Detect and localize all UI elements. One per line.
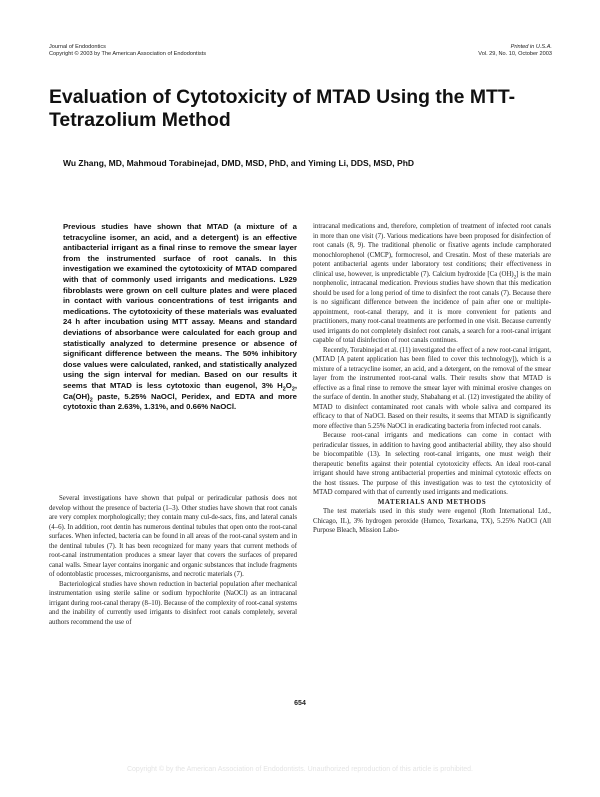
- paragraph: Recently, Torabinejad et al. (11) investigated the effect of a new root-canal irrigant, (MTAD [A patent application has been filed to cover this technology]), which is a mixture of a tetracycline isomer, an acid, and a detergent, on the removal of the smear layer from the instrumented root-canal walls. Their results show that MTAD is effective as a final rinse to remove the smear layer with minimal erosive changes on the surface of dentin. In another study, Shabahang et al. (12) investigated the ability of MTAD to disinfect contaminated root canals with whole saliva and compared its efficacy to that of NaOCl. Based on their results, it seems that MTAD is significantly more effective than 5.25% NaOCl in eradicating bacteria from infected root canals.: [313, 346, 551, 430]
- right-column: [313, 222, 551, 536]
- paragraph: [313, 222, 551, 346]
- abstract-text: paste, 5.25% NaOCl, Peridex, and EDTA and more cytotoxic than 2.63%, 1.31%, and 0.66% NaOCl.: [63, 391, 297, 412]
- subscript: 2: [282, 386, 286, 393]
- left-column: [49, 494, 297, 627]
- printed-in: Printed in U.S.A.: [510, 44, 552, 50]
- paragraph: Bacteriological studies have shown reduction in bacterial population after mechanical instrumentation using sterile saline or sodium hypochlorite (NaOCl) as an intracanal irrigant during root-canal therapy (8–10). Because of the complexity of root-canal systems and the inability of currently used irrigants to disinfect root canals completely, several authors recommend the use of: [49, 580, 297, 626]
- paragraph: The test materials used in this study were eugenol (Roth International Ltd., Chicago, IL), 3% hydrogen peroxide (Humco, Texarkana, TX), 5.25% NaOCl (All Purpose Bleach, Mission Labo-: [313, 508, 551, 534]
- page-number: 654: [294, 700, 306, 707]
- abstract: [63, 222, 297, 413]
- journal-name: Journal of Endodontics: [49, 44, 106, 50]
- paragraph-text: ] is the main nonphenolic, intracanal medication. Previous studies have shown that this medication should be used for a long period of time to disinfect the root canals (7). Because there is no significant difference between the incidence of pain after one or multiple-appointment, root-canal therapy, and it is more convenient for patients and practitioners, many root-canal treatments are performed in one visit. Because currently used irrigants do not completely disinfect root canals, a search for a root-canal irrigant capable of total disinfection of root canals continues.: [313, 270, 551, 344]
- subscript: 2: [513, 274, 517, 280]
- subscript: 2: [291, 386, 295, 393]
- section-heading: MATERIALS AND METHODS: [377, 497, 487, 506]
- paragraph: Several investigations have shown that pulpal or periradicular pathosis does not develop without the presence of bacteria (1–3). Other studies have shown that root canals are very complex morphologically; they contain many cul-de-sacs, fins, and lateral canals (4–6). In addition, root dentin has numerous dentinal tubules that open onto the root-canal surfaces. When infected, bacteria can be found in all areas of the root-canal system and in the dentinal tubules (7). It has been recognized for many years that current methods of root-canal instrumentation produces a smear layer that covers the surfaces of prepared canal walls. Smear layer contains inorganic and organic substances that include fragments of odontoblastic processes, microorganisms, and necrotic materials (7).: [49, 495, 297, 578]
- abstract-text: , Ca(OH): [63, 380, 297, 401]
- article-title: Evaluation of Cytotoxicity of MTAD Using the MTT-Tetrazolium Method: [49, 86, 516, 131]
- paragraph-text: intracanal medications and, therefore, completion of treatment of infected root canals in more than one visit (7). Various medications have been proposed for disinfection of root canals (8, 9). The traditional phenolic or fixative agents include camphorated monochlorophenol (CMCP), formocresol, and Cresatin. Most of these materials are potent antibacterial agents under laboratory test conditions; their effectiveness in clinical use, however, is unpredictable (7). Calcium hydroxide [Ca (OH): [313, 223, 551, 278]
- paragraph: Because root-canal irrigants and medications can come in contact with periradicular tissues, in addition to having good antibacterial ability, they also should be biocompatible (13). In selecting root-canal irrigants, one must weigh their therapeutic benefits against their potential cytotoxicity effects. An ideal root-canal irrigant should have strong antibacterial properties and minimal cytotoxic effects on the host tissues. The purpose of this investigation was to test the cytotoxicity of MTAD compared with that of currently used irrigants and medications.: [313, 432, 551, 496]
- subscript: 2: [89, 397, 93, 404]
- authors: Wu Zhang, MD, Mahmoud Torabinejad, DMD, MSD, PhD, and Yiming Li, DDS, MSD, PhD: [63, 158, 415, 168]
- volume-info: Vol. 29, No. 10, October 2003: [478, 51, 552, 58]
- issue-header: [478, 44, 552, 59]
- journal-header: [49, 44, 206, 59]
- copyright-footer: Copyright © by the American Association of Endodontists. Unauthorized reproduction of this article is prohibited.: [126, 766, 473, 773]
- abstract-text: Previous studies have shown that MTAD (a mixture of a tetracycline isomer, an acid, and a detergent) is an effective antibacterial irrigant as a final rinse to remove the smear layer from the instrumented surface of root canals. In this investigation we examined the cytotoxicity of MTAD compared with that of commonly used irrigants and medications. L929 fibroblasts were grown on cell culture plates and were placed in contact with various concentrations of test irrigants and medications. The cytotoxicity of these materials was evaluated 24 h after incubation using MTT assay. Means and standard deviations of absorbance were calculated for each group and statistically analyzed to determine presence or absence of significant difference between the means. The 50% inhibitory dose values were calculated, ranked, and statistically analyzed using the sign interval for median. Based on our results it seems that MTAD is less cytotoxic than eugenol, 3% H: [63, 222, 297, 390]
- abstract-text: O: [285, 380, 292, 390]
- copyright-line: Copyright © 2003 by The American Association of Endodontists: [49, 51, 207, 58]
